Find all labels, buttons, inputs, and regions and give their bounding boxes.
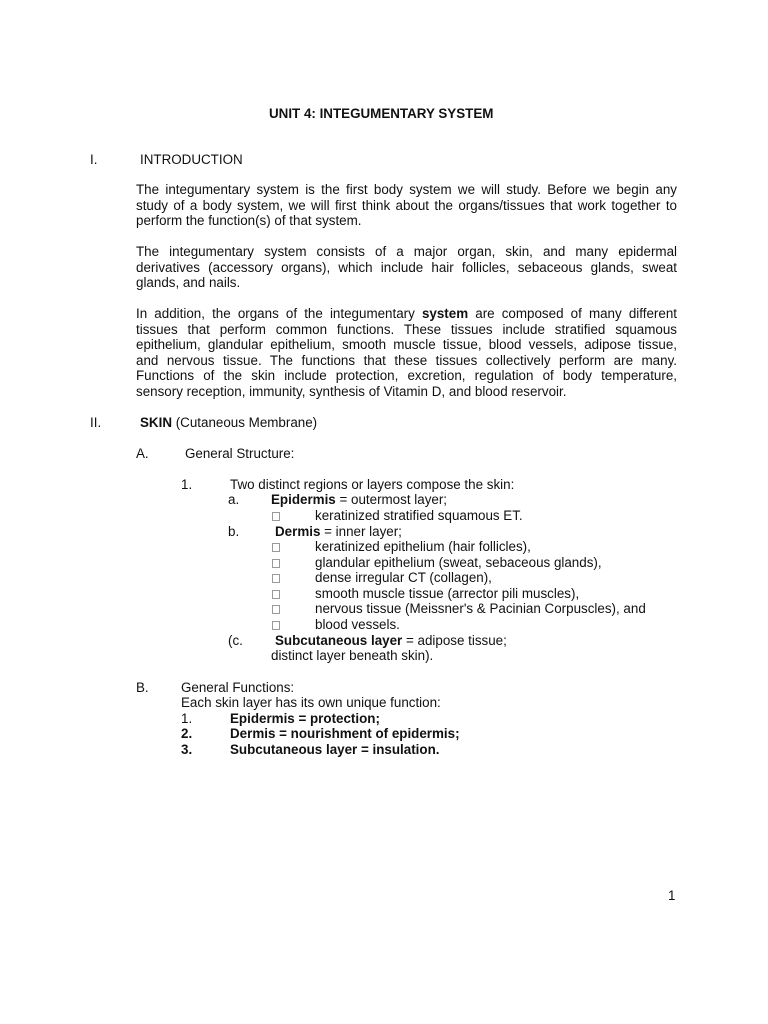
checkbox-bullet-icon	[272, 512, 280, 521]
function-item-text: Subcutaneous layer = insulation.	[230, 742, 440, 757]
text-line: and nervous tissue. The functions that these tissues collectively perform are many.	[136, 352, 677, 368]
bullet-item	[272, 508, 280, 524]
checkbox-bullet-icon	[272, 590, 280, 599]
text-line: The integumentary system is the first body system we will study. Before we begin any	[136, 182, 677, 197]
function-item-text: Epidermis = protection;	[230, 711, 380, 726]
text-line: The integumentary system consists of a major organ, skin, and many epidermal	[136, 244, 677, 259]
text-line: perform the function(s) of that system.	[136, 213, 362, 229]
subsection-b-label: B.	[136, 680, 149, 695]
checkbox-bullet-icon	[272, 574, 280, 583]
function-item-number: 3.	[181, 742, 193, 757]
page-number: 1	[668, 888, 676, 903]
item-a-label: a.	[228, 492, 240, 507]
intro-paragraph-3	[136, 306, 677, 400]
function-item-number: 2.	[181, 726, 193, 741]
item-1-text: Two distinct regions or layers compose the skin:	[230, 477, 515, 492]
subsection-a-heading: General Structure:	[185, 446, 295, 461]
text-line: study of a body system, we will first think about the organs/tissues that work together to	[136, 197, 677, 213]
section-1-heading: INTRODUCTION	[140, 152, 243, 167]
bullet-item	[272, 601, 280, 617]
bullet-text: smooth muscle tissue (arrector pili muscles),	[315, 586, 580, 601]
item-c-label: (c.	[228, 633, 243, 648]
bullet-item	[272, 617, 280, 633]
subsection-b-line2: Each skin layer has its own unique function:	[181, 695, 441, 710]
checkbox-bullet-icon	[272, 559, 280, 568]
intro-paragraph-2	[136, 244, 677, 291]
text-line: In addition, the organs of the integumentary system are composed of many different	[136, 306, 677, 321]
bullet-text: dense irregular CT (collagen),	[315, 570, 492, 585]
bullet-text: nervous tissue (Meissner's & Pacinian Corpuscles), and	[315, 601, 646, 616]
bullet-item	[272, 586, 280, 602]
item-a-text: Epidermis = outermost layer;	[271, 492, 448, 507]
checkbox-bullet-icon	[272, 543, 280, 552]
text-line: tissues that perform common functions. These tissues include stratified squamous	[136, 321, 677, 337]
bullet-item	[272, 539, 280, 555]
text-line: Functions of the skin include protection, excretion, regulation of body temperature,	[136, 368, 677, 384]
subsection-b-heading: General Functions:	[181, 680, 295, 695]
subsection-a-label: A.	[136, 446, 149, 461]
item-c-text: Subcutaneous layer = adipose tissue;	[275, 633, 507, 648]
text-line: epithelium, glandular epithelium, smooth muscle tissue, blood vessels, adipose tissue,	[136, 337, 677, 353]
section-2-number: II.	[90, 415, 102, 430]
item-1-number: 1.	[181, 477, 193, 492]
item-c-line2: distinct layer beneath skin).	[271, 648, 434, 663]
checkbox-bullet-icon	[272, 605, 280, 614]
text-line: derivatives (accessory organs), which include hair follicles, sebaceous glands, sweat	[136, 259, 677, 275]
bullet-text: keratinized stratified squamous ET.	[315, 508, 523, 523]
text-line: sensory reception, immunity, synthesis of Vitamin D, and blood reservoir.	[136, 383, 567, 399]
intro-paragraph-1	[136, 182, 677, 229]
text-line: glands, and nails.	[136, 275, 241, 291]
function-item-number: 1.	[181, 711, 193, 726]
section-2-heading: SKIN (Cutaneous Membrane)	[140, 415, 318, 430]
bullet-text: blood vessels.	[315, 617, 400, 632]
item-b-label: b.	[228, 524, 240, 539]
page-title: UNIT 4: INTEGUMENTARY SYSTEM	[269, 106, 494, 121]
function-item-text: Dermis = nourishment of epidermis;	[230, 726, 460, 741]
bullet-text: keratinized epithelium (hair follicles),	[315, 539, 531, 554]
bullet-item	[272, 570, 280, 586]
bullet-item	[272, 555, 280, 571]
section-1-number: I.	[90, 152, 98, 167]
item-b-text: Dermis = inner layer;	[275, 524, 402, 539]
checkbox-bullet-icon	[272, 621, 280, 630]
bullet-text: glandular epithelium (sweat, sebaceous glands),	[315, 555, 602, 570]
